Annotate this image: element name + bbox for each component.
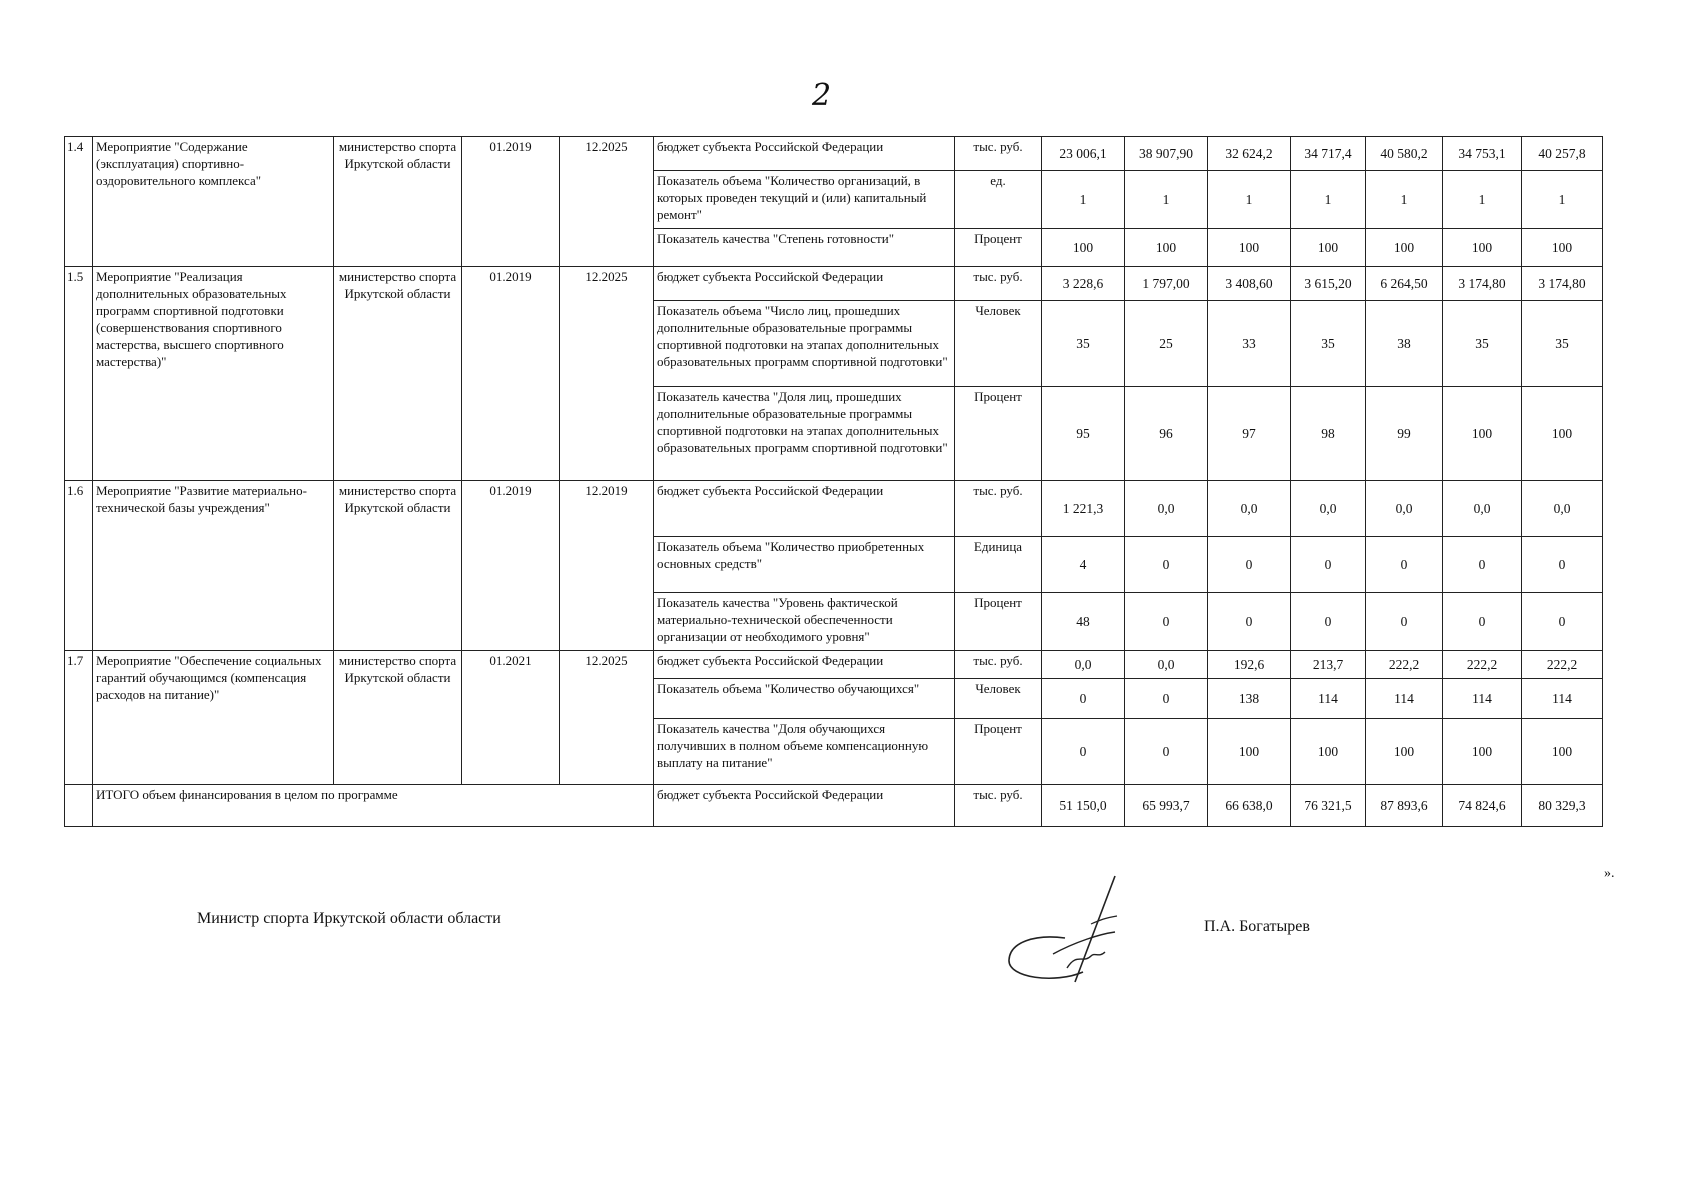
- signatory-position: Министр спорта Иркутской области области: [197, 910, 501, 927]
- indicator-value: 23 006,1: [1042, 137, 1125, 171]
- indicator-value: 100: [1522, 229, 1603, 267]
- event-start-date: 01.2019: [462, 137, 560, 267]
- indicator-value: 114: [1291, 679, 1366, 719]
- indicator-value: 1: [1291, 171, 1366, 229]
- indicator-value: 0: [1125, 593, 1208, 651]
- indicator-name: Показатель качества "Степень готовности": [654, 229, 955, 267]
- indicator-value: 35: [1443, 301, 1522, 387]
- table-row: [65, 267, 1603, 301]
- indicator-name: бюджет субъекта Российской Федерации: [654, 267, 955, 301]
- event-start-date: 01.2019: [462, 481, 560, 651]
- indicator-value: 100: [1208, 719, 1291, 785]
- indicator-value: 213,7: [1291, 651, 1366, 679]
- indicator-value: 0: [1522, 537, 1603, 593]
- indicator-name: Показатель качества "Доля лиц, прошедших дополнительные образовательные программы спортивной подготовки на этапах дополнительных образовательных программ спортивной подготовки": [654, 387, 955, 481]
- indicator-value: 1: [1522, 171, 1603, 229]
- indicator-unit: Процент: [955, 719, 1042, 785]
- indicator-value: 100: [1125, 229, 1208, 267]
- indicator-value: 100: [1208, 229, 1291, 267]
- indicator-unit: тыс. руб.: [955, 481, 1042, 537]
- indicator-value: 0: [1291, 537, 1366, 593]
- total-value: 76 321,5: [1291, 785, 1366, 827]
- total-value: 51 150,0: [1042, 785, 1125, 827]
- indicator-unit: Процент: [955, 593, 1042, 651]
- indicator-value: 0,0: [1366, 481, 1443, 537]
- indicator-value: 0: [1208, 593, 1291, 651]
- indicator-value: 48: [1042, 593, 1125, 651]
- table-row: [65, 651, 1603, 679]
- indicator-value: 100: [1443, 229, 1522, 267]
- indicator-value: 32 624,2: [1208, 137, 1291, 171]
- event-executor: министерство спорта Иркутской области: [334, 267, 462, 481]
- indicator-value: 100: [1366, 719, 1443, 785]
- indicator-value: 0: [1443, 593, 1522, 651]
- event-index: 1.4: [65, 137, 93, 267]
- indicator-value: 99: [1366, 387, 1443, 481]
- event-title: Мероприятие "Обеспечение социальных гарантий обучающимся (компенсация расходов на питание)": [93, 651, 334, 785]
- indicator-value: 34 753,1: [1443, 137, 1522, 171]
- indicator-value: 4: [1042, 537, 1125, 593]
- indicator-unit: тыс. руб.: [955, 137, 1042, 171]
- event-start-date: 01.2021: [462, 651, 560, 785]
- indicator-unit: Единица: [955, 537, 1042, 593]
- indicator-value: 33: [1208, 301, 1291, 387]
- indicator-value: 3 174,80: [1522, 267, 1603, 301]
- event-title: Мероприятие "Развитие материально-технической базы учреждения": [93, 481, 334, 651]
- indicator-value: 0: [1042, 679, 1125, 719]
- indicator-value: 0: [1042, 719, 1125, 785]
- indicator-value: 3 615,20: [1291, 267, 1366, 301]
- indicator-name: бюджет субъекта Российской Федерации: [654, 651, 955, 679]
- indicator-value: 35: [1291, 301, 1366, 387]
- indicator-value: 0: [1125, 537, 1208, 593]
- indicator-value: 192,6: [1208, 651, 1291, 679]
- indicator-value: 35: [1522, 301, 1603, 387]
- indicator-value: 114: [1522, 679, 1603, 719]
- total-index-empty: [65, 785, 93, 827]
- indicator-value: 0: [1366, 537, 1443, 593]
- indicator-value: 1 221,3: [1042, 481, 1125, 537]
- indicator-value: 138: [1208, 679, 1291, 719]
- event-end-date: 12.2025: [560, 267, 654, 481]
- closing-quote: ».: [1604, 866, 1615, 881]
- total-value: 87 893,6: [1366, 785, 1443, 827]
- event-executor: министерство спорта Иркутской области: [334, 137, 462, 267]
- indicator-value: 40 257,8: [1522, 137, 1603, 171]
- indicator-value: 1: [1125, 171, 1208, 229]
- page-number: 2: [812, 78, 832, 113]
- indicator-value: 100: [1042, 229, 1125, 267]
- indicator-value: 0,0: [1042, 651, 1125, 679]
- event-executor: министерство спорта Иркутской области: [334, 651, 462, 785]
- indicator-value: 6 264,50: [1366, 267, 1443, 301]
- total-unit: тыс. руб.: [955, 785, 1042, 827]
- indicator-value: 114: [1366, 679, 1443, 719]
- indicator-value: 0,0: [1125, 481, 1208, 537]
- indicator-value: 0: [1522, 593, 1603, 651]
- event-end-date: 12.2019: [560, 481, 654, 651]
- indicator-value: 1 797,00: [1125, 267, 1208, 301]
- event-end-date: 12.2025: [560, 137, 654, 267]
- table-row: [65, 137, 1603, 171]
- indicator-value: 25: [1125, 301, 1208, 387]
- event-index: 1.6: [65, 481, 93, 651]
- indicator-unit: тыс. руб.: [955, 651, 1042, 679]
- indicator-value: 3 408,60: [1208, 267, 1291, 301]
- indicator-name: Показатель объема "Количество обучающихся": [654, 679, 955, 719]
- indicator-unit: тыс. руб.: [955, 267, 1042, 301]
- event-title: Мероприятие "Содержание (эксплуатация) спортивно-оздоровительного комплекса": [93, 137, 334, 267]
- indicator-value: 3 228,6: [1042, 267, 1125, 301]
- indicator-unit: Процент: [955, 229, 1042, 267]
- event-index: 1.5: [65, 267, 93, 481]
- table-row: [65, 481, 1603, 537]
- indicator-value: 97: [1208, 387, 1291, 481]
- indicator-value: 222,2: [1366, 651, 1443, 679]
- indicator-value: 1: [1366, 171, 1443, 229]
- indicator-name: Показатель объема "Количество приобретенных основных средств": [654, 537, 955, 593]
- indicator-value: 0,0: [1443, 481, 1522, 537]
- indicator-unit: Процент: [955, 387, 1042, 481]
- indicator-value: 114: [1443, 679, 1522, 719]
- indicator-value: 100: [1291, 229, 1366, 267]
- indicator-value: 222,2: [1522, 651, 1603, 679]
- indicator-value: 100: [1522, 387, 1603, 481]
- total-value: 80 329,3: [1522, 785, 1603, 827]
- indicator-name: Показатель объема "Число лиц, прошедших дополнительные образовательные программы спортивной подготовки на этапах дополнительных образовательных программ спортивной подготовки": [654, 301, 955, 387]
- indicator-name: Показатель качества "Уровень фактической материально-технической обеспеченности организации от необходимого уровня": [654, 593, 955, 651]
- indicator-value: 1: [1042, 171, 1125, 229]
- indicator-unit: Человек: [955, 679, 1042, 719]
- indicator-value: 100: [1366, 229, 1443, 267]
- total-value: 65 993,7: [1125, 785, 1208, 827]
- total-label: ИТОГО объем финансирования в целом по программе: [93, 785, 654, 827]
- indicator-name: Показатель качества "Доля обучающихся получивших в полном объеме компенсационную выплату на питание": [654, 719, 955, 785]
- indicator-value: 100: [1522, 719, 1603, 785]
- indicator-name: Показатель объема "Количество организаций, в которых проведен текущий и (или) капитальный ремонт": [654, 171, 955, 229]
- indicator-value: 0: [1366, 593, 1443, 651]
- indicator-value: 0,0: [1522, 481, 1603, 537]
- indicator-value: 1: [1208, 171, 1291, 229]
- indicator-value: 0,0: [1208, 481, 1291, 537]
- event-title: Мероприятие "Реализация дополнительных образовательных программ спортивной подготовки (совершенствования спортивного мастерства, высшего спортивного мастерства)": [93, 267, 334, 481]
- event-executor: министерство спорта Иркутской области: [334, 481, 462, 651]
- indicator-value: 0: [1208, 537, 1291, 593]
- indicator-value: 100: [1291, 719, 1366, 785]
- indicator-value: 34 717,4: [1291, 137, 1366, 171]
- event-index: 1.7: [65, 651, 93, 785]
- indicator-value: 98: [1291, 387, 1366, 481]
- total-value: 74 824,6: [1443, 785, 1522, 827]
- indicator-unit: Человек: [955, 301, 1042, 387]
- indicator-name: бюджет субъекта Российской Федерации: [654, 481, 955, 537]
- program-table: [64, 136, 1603, 827]
- indicator-value: 38: [1366, 301, 1443, 387]
- indicator-value: 96: [1125, 387, 1208, 481]
- indicator-value: 0: [1291, 593, 1366, 651]
- indicator-value: 100: [1443, 719, 1522, 785]
- indicator-value: 222,2: [1443, 651, 1522, 679]
- indicator-value: 0,0: [1291, 481, 1366, 537]
- indicator-value: 38 907,90: [1125, 137, 1208, 171]
- indicator-value: 0: [1125, 679, 1208, 719]
- indicator-value: 0,0: [1125, 651, 1208, 679]
- event-start-date: 01.2019: [462, 267, 560, 481]
- indicator-value: 100: [1443, 387, 1522, 481]
- total-value: 66 638,0: [1208, 785, 1291, 827]
- indicator-value: 95: [1042, 387, 1125, 481]
- signatory-name: П.А. Богатырев: [1204, 918, 1310, 935]
- indicator-value: 1: [1443, 171, 1522, 229]
- total-row: [65, 785, 1603, 827]
- indicator-value: 35: [1042, 301, 1125, 387]
- indicator-value: 3 174,80: [1443, 267, 1522, 301]
- indicator-value: 0: [1125, 719, 1208, 785]
- indicator-value: 40 580,2: [1366, 137, 1443, 171]
- indicator-name: бюджет субъекта Российской Федерации: [654, 137, 955, 171]
- total-source: бюджет субъекта Российской Федерации: [654, 785, 955, 827]
- indicator-value: 0: [1443, 537, 1522, 593]
- event-end-date: 12.2025: [560, 651, 654, 785]
- signature-mark: [1005, 872, 1185, 1002]
- indicator-unit: ед.: [955, 171, 1042, 229]
